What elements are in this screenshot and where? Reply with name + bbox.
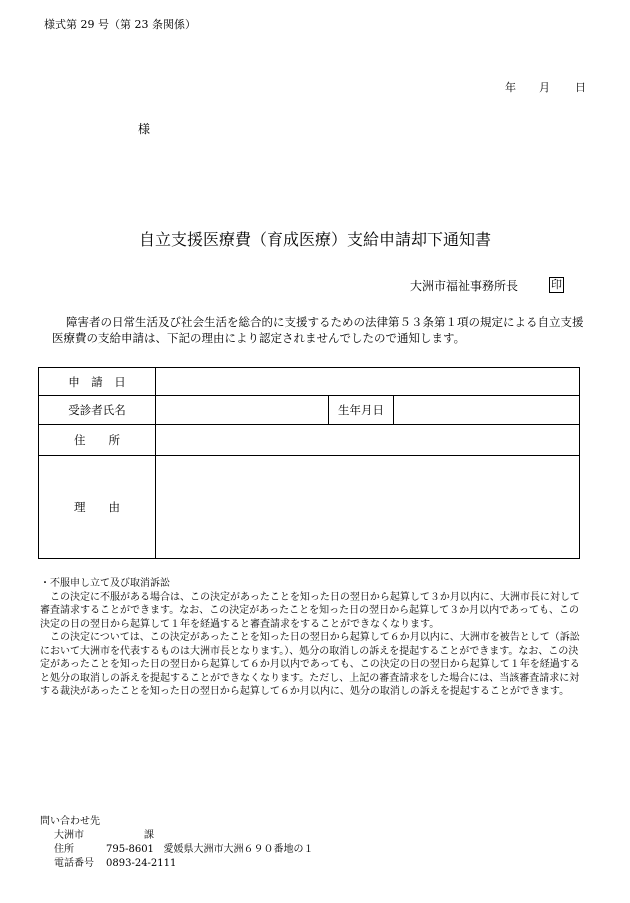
reason-label: 理 由: [39, 456, 156, 559]
date-month: 月: [539, 81, 550, 94]
contact-city: 大洲市: [54, 830, 84, 841]
patient-name-field[interactable]: [156, 396, 329, 425]
birthdate-field[interactable]: [394, 396, 580, 425]
intro-text: 障害者の日常生活及び社会生活を総合的に支援するための法律第５３条第１項の規定による自立支援医療費の支給申請は、下記の理由により認定されませんでしたので通知します。: [52, 315, 584, 345]
address-label: 住 所: [39, 425, 156, 456]
seal-mark: 印: [551, 278, 562, 291]
addressee-suffix: 様: [138, 122, 151, 136]
contact-dept-suffix: 課: [144, 830, 154, 841]
date-year: 年: [505, 81, 516, 94]
birthdate-label: 生年月日: [329, 396, 394, 425]
application-date-field[interactable]: [156, 368, 580, 396]
contact-address: 愛媛県大洲市大洲６９０番地の１: [163, 844, 314, 855]
document-title: 自立支援医療費（育成医療）支給申請却下通知書: [138, 230, 491, 249]
contact-block: [40, 815, 313, 871]
contact-postal: 795-8601: [106, 844, 154, 855]
patient-name-label: 受診者氏名: [39, 396, 156, 425]
contact-dept-row: [40, 829, 313, 843]
issuer: 大洲市福祉事務所長: [410, 279, 519, 293]
notes-paragraph-2: この決定については、この決定があったことを知った日の翌日から起算して６か月以内に、大洲市を被告として（訴訟において大洲市を代表するものは大洲市長となります。）、処分の取消しの訴えを提起することができます。なお、この決定があったことを知った日の翌日から起算して６か月以内であっても、この決定の日の翌日から起算して１年を経過すると処分の取消しの訴えを提起することができなくなります。ただし、上記の審査請求をした場合には、当該審査請求に対する裁決があったことを知った日の翌日から起算して６か月以内に、処分の取消しの訴えを提起することができます。: [40, 632, 580, 697]
notes-heading: ・不服申し立て及び取消訴訟: [40, 578, 170, 589]
contact-address-label: 住所: [54, 844, 74, 855]
contact-phone-label: 電話番号: [54, 858, 94, 869]
intro-paragraph: [52, 314, 584, 346]
form-number: 様式第 29 号（第 23 条関係）: [44, 18, 196, 31]
contact-address-row: [40, 843, 313, 857]
contact-phone-row: [40, 857, 313, 871]
application-table: [38, 367, 580, 559]
address-field[interactable]: [156, 425, 580, 456]
date-day: 日: [575, 81, 586, 94]
reason-field[interactable]: [156, 456, 580, 559]
application-date-label: 申 請 日: [39, 368, 156, 396]
appeal-notes: [40, 577, 585, 699]
date-line: [505, 79, 586, 95]
contact-heading: 問い合わせ先: [40, 816, 100, 827]
contact-phone: 0893-24-2111: [106, 858, 177, 869]
notes-paragraph-1: この決定に不服がある場合は、この決定があったことを知った日の翌日から起算して３か月以内に、大洲市長に対して審査請求することができます。なお、この決定があったことを知った日の翌日から起算して３か月以内であっても、この決定の日の翌日から起算して１年を経過すると審査請求をすることができなくなります。: [40, 591, 580, 630]
